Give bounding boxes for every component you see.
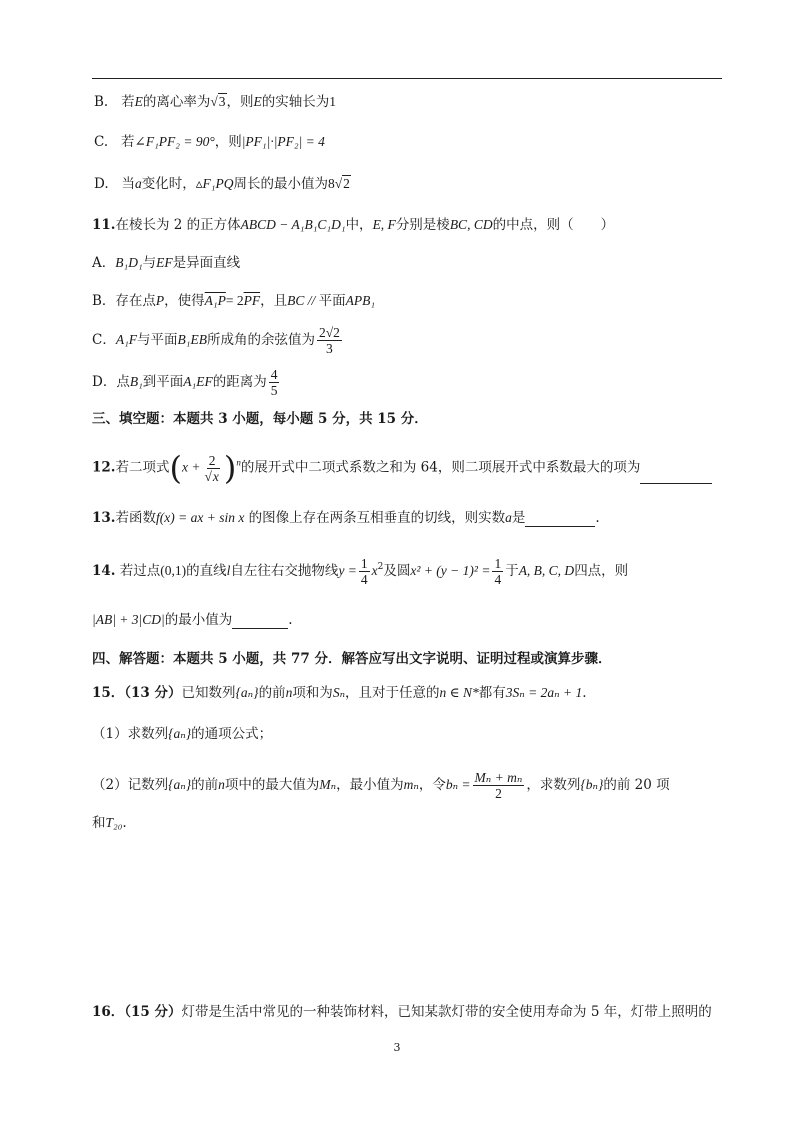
q10-option-d: D. 当a变化时，▵F₁PQ周长的最小值为8√2 [94, 176, 350, 192]
page-number: 3 [393, 1041, 401, 1054]
q11-option-a: A．B₁D₁与EF是异面直线 [92, 255, 241, 271]
q11-option-b: B．存在点P，使得$A_1P= 2\overline{PF}$，且BC // 平面APB₁ [92, 293, 376, 309]
q11-option-d: D．点B₁到平面A₁EF的距离为 $\frac{4}{5}$ [92, 367, 278, 398]
q10-option-c: C. 若∠F₁PF₂ = 90°，则|PF₁|·|PF₂| = 4 [94, 134, 325, 150]
q15-stem: 15．（13 分）已知数列{aₙ}的前n项和为Sₙ，且对于任意的n ∈ N*都有3Sₙ = 2aₙ + 1. [92, 685, 587, 701]
q12: 12.若二项式(x + $\frac{2}{√x}$ )$^n$的展开式中二项式系数之和为 64，则二项展开式中系数最大的项为 [92, 452, 712, 484]
section-3-title: 三、填空题：本题共 3 小题，每小题 5 分，共 15 分． [92, 411, 428, 427]
q16-stem: 16．（15 分）灯带是生活中常见的一种装饰材料，已知某款灯带的安全使用寿命为 5 年，灯带上照明的 [92, 1004, 712, 1020]
q13: 13.若函数f(x) = ax + sin x 的图像上存在两条互相垂直的切线，则实数a是 . [92, 510, 600, 526]
q15-part-2: （2）记数列{aₙ}的前n项中的最大值为Mₙ，最小值为mₙ，令bₙ = $\frac{\text{Mₙ + mₙ}}{2}$ ，求数列{bₙ}的前 20 项 [92, 770, 670, 801]
q15-part-2-cont: 和T₂₀. [92, 815, 127, 831]
section-4-title: 四、解答题：本题共 5 小题，共 77 分．解答应写出文字说明、证明过程或演算步骤． [92, 651, 612, 667]
q14-line-2: |AB| + 3|CD|的最小值为 . [92, 612, 293, 628]
q15-part-1: （1）求数列{aₙ}的通项公式； [92, 726, 273, 742]
header-rule [92, 78, 722, 79]
q14-line-1: 14. 若过点(0,1)的直线l自左往右交抛物线y = $\frac{1}{4}$ $x^2$及圆x² + (y − 1)² = $\frac{1}{4}$ 于A, B, C, D四点，则 [92, 556, 629, 587]
q11-option-c: C．A₁F与平面B₁EB所成角的余弦值为 $\frac{2√2}{3}$ [92, 325, 340, 356]
q11-stem: 11.在棱长为 2 的正方体ABCD − A₁B₁C₁D₁中，E, F分别是棱BC, CD的中点，则（ ） [92, 217, 615, 233]
q10-option-b: B. 若E的离心率为√3，则E的实轴长为1 [94, 94, 337, 110]
